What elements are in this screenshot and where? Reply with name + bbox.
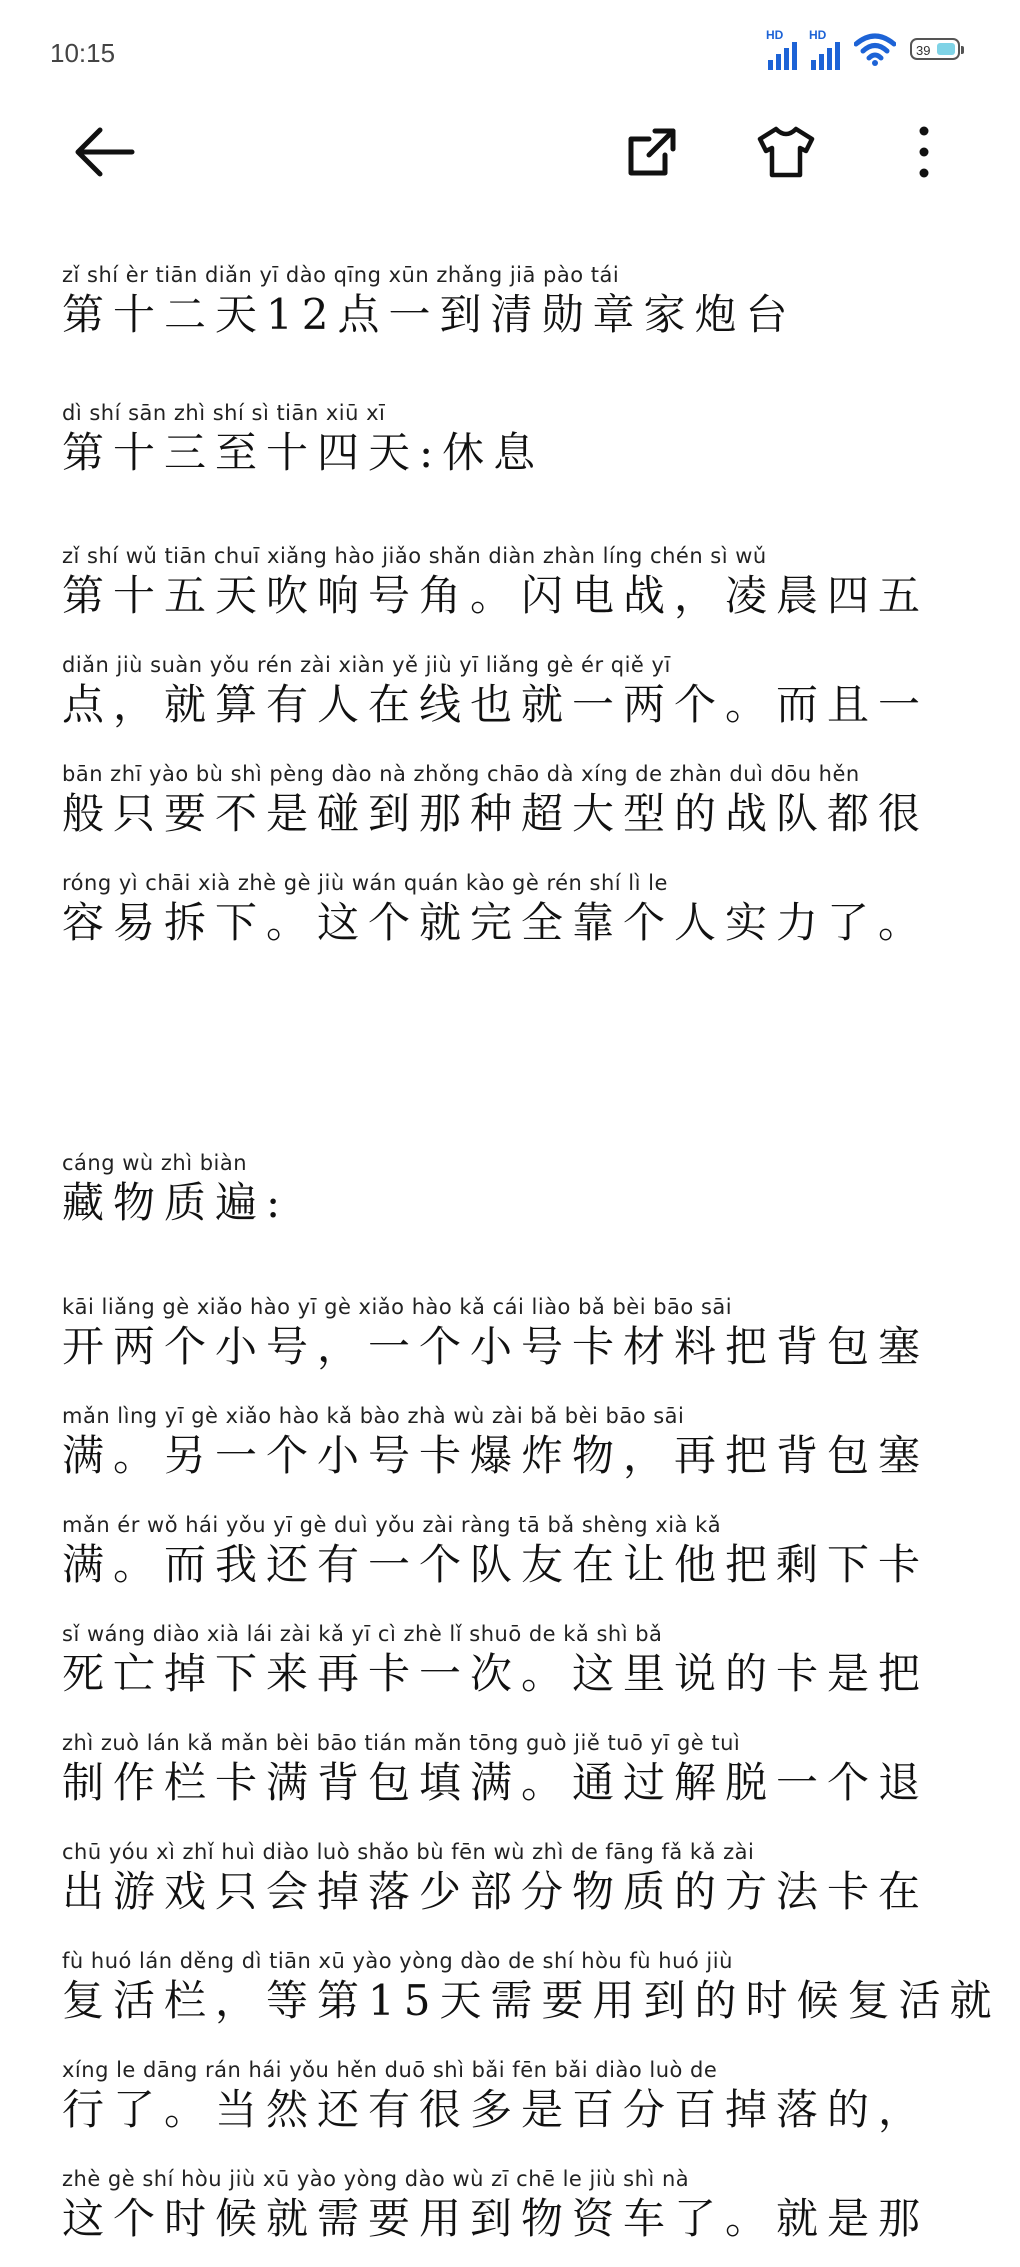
- pinyin-line: mǎn lìng yī gè xiǎo hào kǎ bào zhà wù zài bǎ bèi bāo sāi: [62, 1404, 685, 1428]
- hanzi-line: 这个时候就需要用到物资车了。就是那: [62, 2194, 930, 2243]
- hanzi-line: 般只要不是碰到那种超大型的战队都很: [62, 789, 930, 838]
- share-external-icon: [625, 125, 679, 179]
- battery-level: 39: [916, 43, 931, 58]
- signal-icon-2: [811, 28, 840, 70]
- text-line: [62, 652, 929, 730]
- hd-label-2: HD: [809, 28, 827, 42]
- text-line: [62, 1512, 929, 1590]
- pinyin-line: zǐ shí wǔ tiān chuī xiǎng hào jiǎo shǎn diàn zhàn líng chén sì wǔ: [62, 544, 767, 568]
- back-button[interactable]: [72, 120, 136, 184]
- text-line: [62, 1294, 929, 1372]
- theme-button[interactable]: [754, 120, 818, 184]
- text-line: [62, 262, 796, 340]
- battery-icon: [910, 38, 960, 60]
- pinyin-line: diǎn jiù suàn yǒu rén zài xiàn yě jiù yī liǎng gè ér qiě yī: [62, 653, 671, 677]
- text-line: [62, 400, 544, 478]
- wifi-icon: [854, 32, 896, 66]
- pinyin-line: dì shí sān zhì shí sì tiān xiū xī: [62, 401, 386, 425]
- pinyin-line: zǐ shí èr tiān diǎn yī dào qīng xūn zhǎng jiā pào tái: [62, 263, 620, 287]
- text-line: [62, 1621, 929, 1699]
- pinyin-line: sǐ wáng diào xià lái zài kǎ yī cì zhè lǐ shuō de kǎ shì bǎ: [62, 1622, 663, 1646]
- signal-icon-1: [768, 28, 797, 70]
- hanzi-line: 藏物质遍:: [62, 1178, 290, 1227]
- hanzi-line: 制作栏卡满背包填满。通过解脱一个退: [62, 1758, 930, 1807]
- status-icons: [768, 28, 960, 70]
- hanzi-line: 开两个小号，一个小号卡材料把背包塞: [62, 1322, 930, 1371]
- pinyin-line: bān zhī yào bù shì pèng dào nà zhǒng chāo dà xíng de zhàn duì dōu hěn: [62, 762, 860, 786]
- text-line: [62, 543, 929, 621]
- pinyin-line: mǎn ér wǒ hái yǒu yī gè duì yǒu zài ràng tā bǎ shèng xià kǎ: [62, 1513, 722, 1537]
- hanzi-line: 点，就算有人在线也就一两个。而且一: [62, 680, 930, 729]
- text-line: [62, 1730, 929, 1808]
- hd-label-1: HD: [766, 28, 784, 42]
- more-vertical-icon: [917, 125, 931, 179]
- pinyin-line: chū yóu xì zhǐ huì diào luò shǎo bù fēn wù zhì de fāng fǎ kǎ zài: [62, 1840, 755, 1864]
- hanzi-line: 复活栏，等第15天需要用到的时候复活就: [62, 1976, 1001, 2025]
- hanzi-line: 第十五天吹响号角。闪电战，凌晨四五: [62, 571, 930, 620]
- hanzi-line: 出游戏只会掉落少部分物质的方法卡在: [62, 1867, 930, 1916]
- text-line: [62, 761, 929, 839]
- hanzi-line: 死亡掉下来再卡一次。这里说的卡是把: [62, 1649, 930, 1698]
- back-arrow-icon: [72, 124, 136, 180]
- status-time: 10:15: [50, 38, 116, 68]
- toolbar: [0, 100, 1020, 200]
- text-line: [62, 870, 929, 948]
- tshirt-icon: [756, 125, 816, 179]
- text-line: [62, 1839, 929, 1917]
- pinyin-line: xíng le dāng rán hái yǒu hěn duō shì bǎi fēn bǎi diào luò de: [62, 2058, 718, 2082]
- hanzi-line: 行了。当然还有很多是百分百掉落的，: [62, 2085, 930, 2134]
- text-line: [62, 1403, 929, 1481]
- text-line: [62, 1948, 1000, 2026]
- pinyin-line: kāi liǎng gè xiǎo hào yī gè xiǎo hào kǎ cái liào bǎ bèi bāo sāi: [62, 1295, 733, 1319]
- hanzi-line: 满。而我还有一个队友在让他把剩下卡: [62, 1540, 930, 1589]
- hanzi-line: 第十二天12点一到清勋章家炮台: [62, 290, 797, 339]
- hanzi-line: 满。另一个小号卡爆炸物，再把背包塞: [62, 1431, 930, 1480]
- text-line: [62, 2057, 929, 2135]
- more-button[interactable]: [892, 120, 956, 184]
- pinyin-line: zhì zuò lán kǎ mǎn bèi bāo tián mǎn tōng guò jiě tuō yī gè tuì: [62, 1731, 741, 1755]
- pinyin-line: zhè gè shí hòu jiù xū yào yòng dào wù zī chē le jiù shì nà: [62, 2167, 690, 2191]
- hanzi-line: 容易拆下。这个就完全靠个人实力了。: [62, 898, 930, 947]
- text-line: [62, 2166, 929, 2244]
- pinyin-line: róng yì chāi xià zhè gè jiù wán quán kào gè rén shí lì le: [62, 871, 668, 895]
- status-bar: [0, 0, 1020, 100]
- pinyin-line: fù huó lán děng dì tiān xū yào yòng dào de shí hòu fù huó jiù: [62, 1949, 733, 1973]
- hanzi-line: 第十三至十四天:休息: [62, 428, 545, 477]
- pinyin-line: cáng wù zhì biàn: [62, 1151, 248, 1175]
- text-line: [62, 1150, 289, 1228]
- share-button[interactable]: [620, 120, 684, 184]
